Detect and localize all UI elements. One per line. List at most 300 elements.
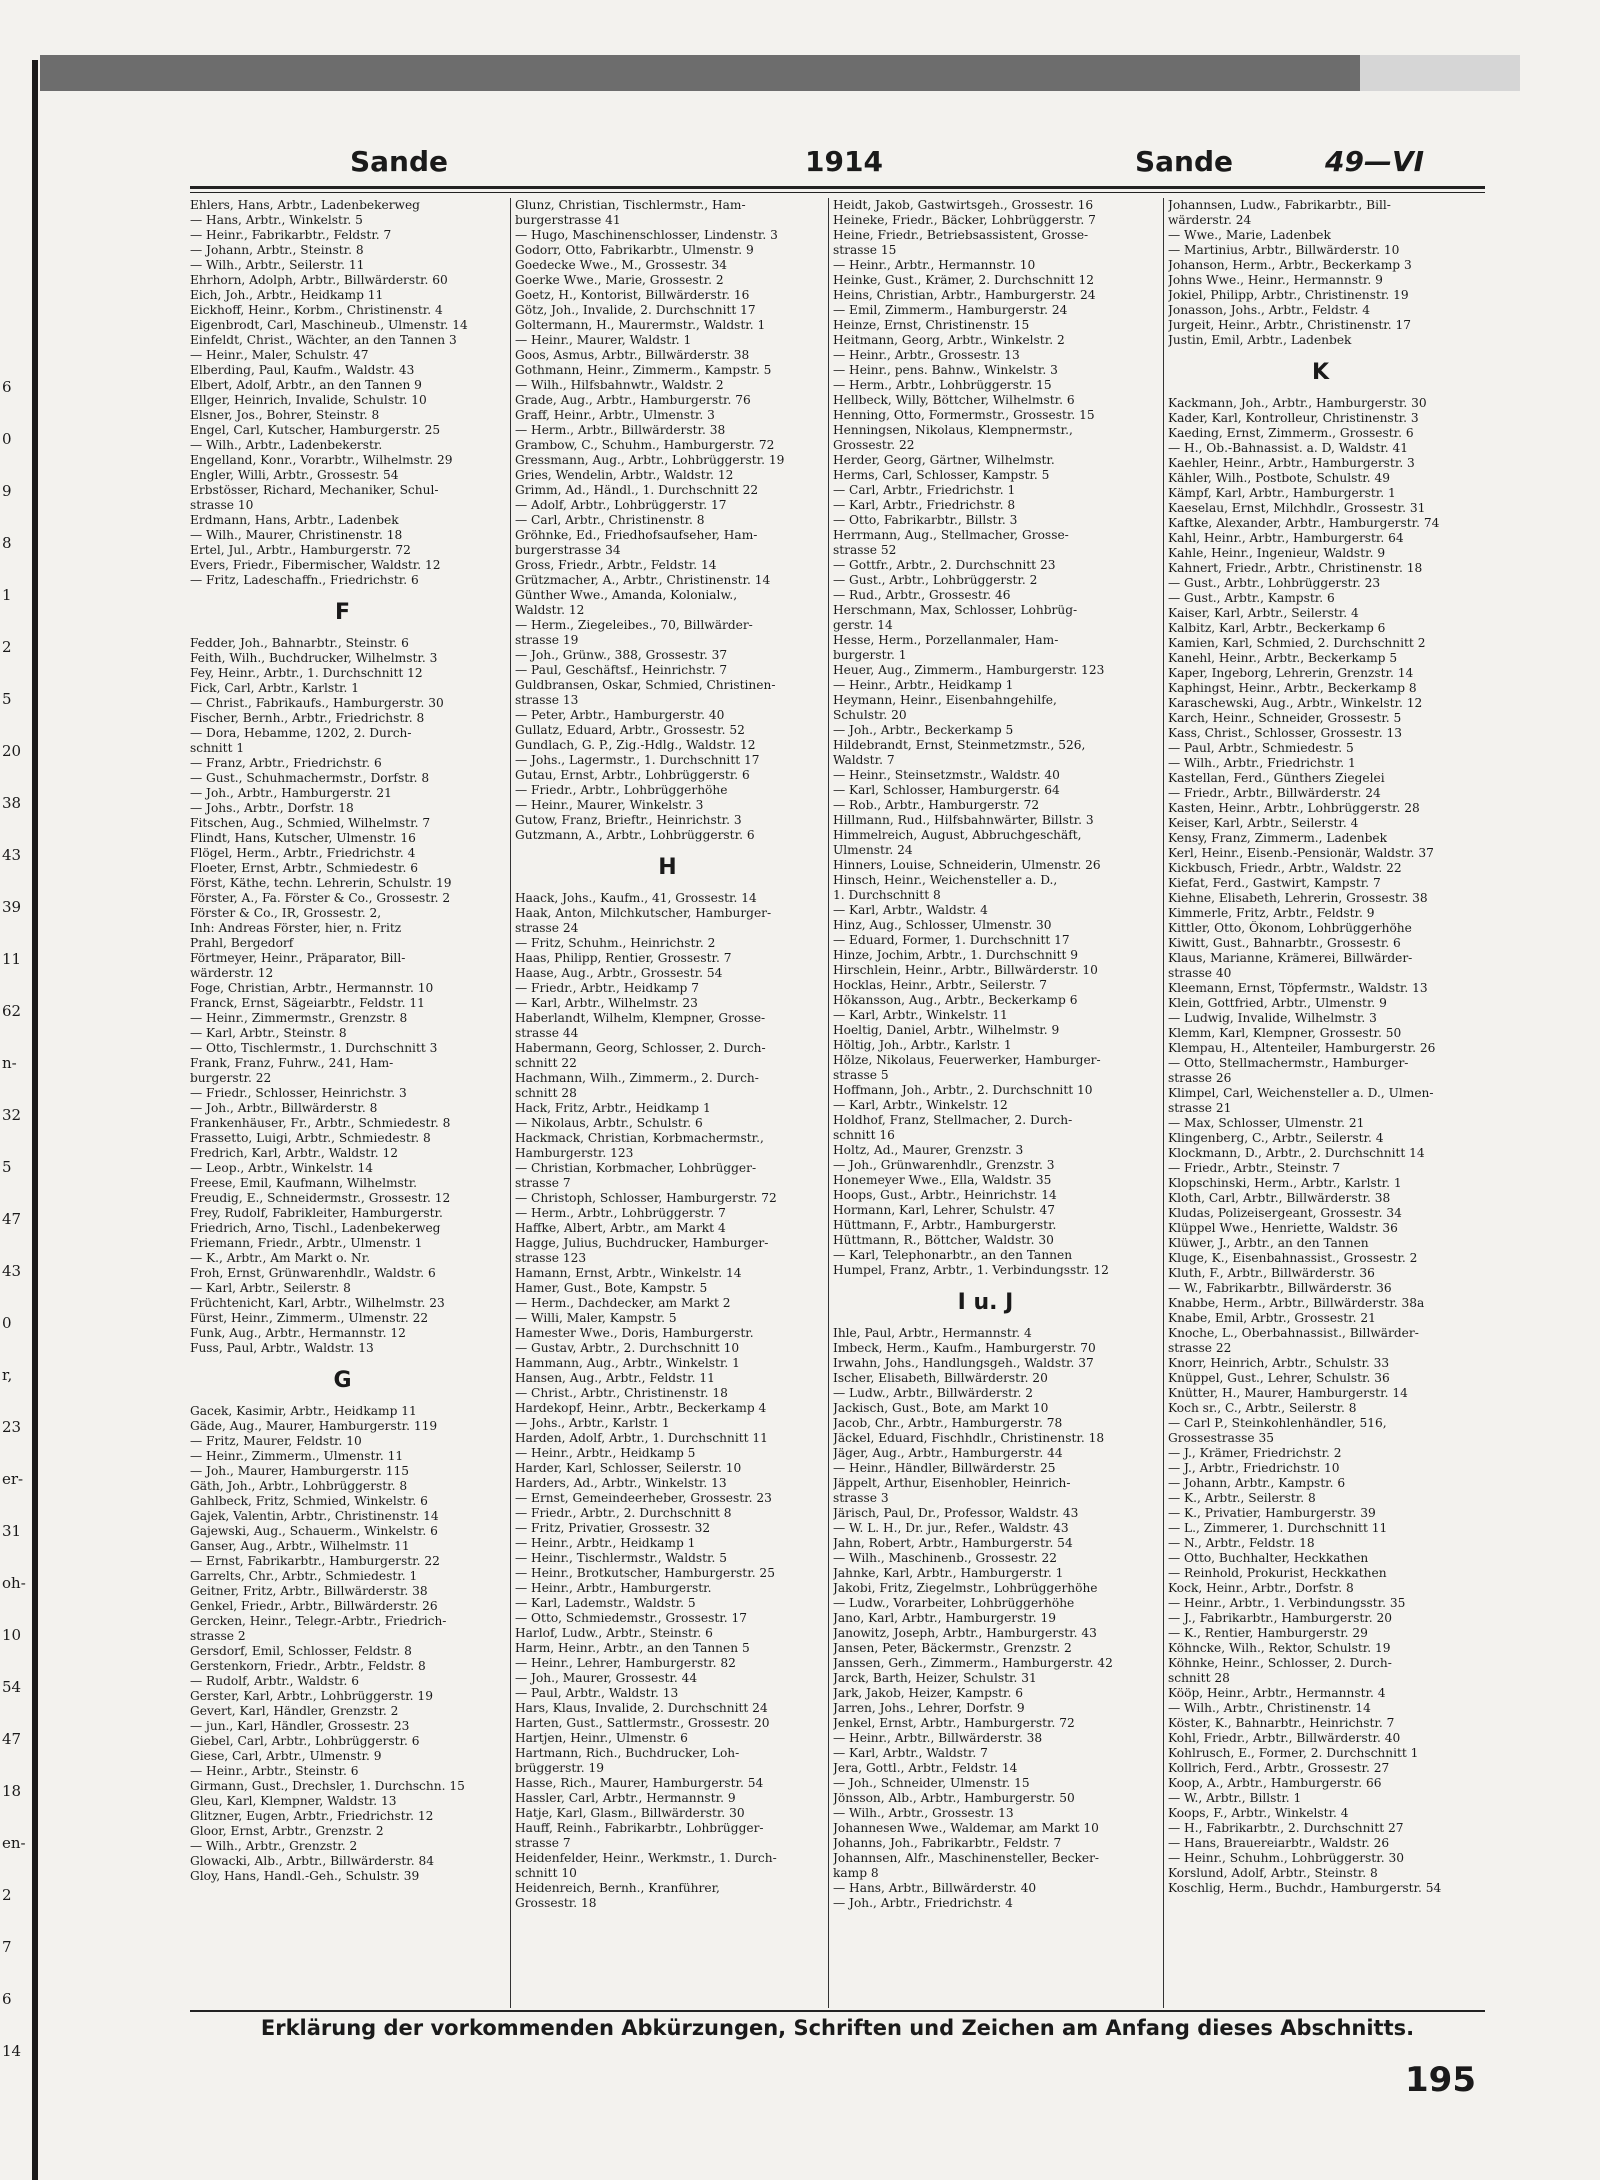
directory-entry: Ulmenstr. 24 <box>833 843 913 857</box>
directory-entry: — Heinr., Schuhm., Lohbrüggerstr. 30 <box>1168 1851 1404 1865</box>
directory-entry: — Otto, Fabrikarbtr., Billstr. 3 <box>833 513 1018 527</box>
directory-column-1 <box>190 198 495 2030</box>
directory-entry: — Heinr., Zimmerm., Ulmenstr. 11 <box>190 1449 404 1463</box>
directory-entry: — Heinr., Maurer, Winkelstr. 3 <box>515 798 704 812</box>
column-divider <box>510 198 511 2008</box>
directory-entry: Kasten, Heinr., Arbtr., Lohbrüggerstr. 28 <box>1168 801 1420 815</box>
margin-fragment: 32 <box>2 1106 22 1124</box>
directory-entry: Koop, A., Arbtr., Hamburgerstr. 66 <box>1168 1776 1382 1790</box>
directory-entry: — Ernst, Fabrikarbtr., Hamburgerstr. 22 <box>190 1554 440 1568</box>
directory-entry: Förster & Co., IR, Grossestr. 2, <box>190 906 382 920</box>
margin-fragment: 2 <box>2 638 12 656</box>
directory-entry: Hartmann, Rich., Buchdrucker, Loh- <box>515 1746 740 1760</box>
directory-entry: Gullatz, Eduard, Arbtr., Grossestr. 52 <box>515 723 745 737</box>
directory-entry: burgerstr. 22 <box>190 1071 272 1085</box>
directory-entry: — Karl, Arbtr., Winkelstr. 11 <box>833 1008 1008 1022</box>
directory-entry: — Fritz, Ladeschaffn., Friedrichstr. 6 <box>190 573 419 587</box>
directory-entry: strasse 10 <box>190 498 254 512</box>
directory-entry: — Heinr., Arbtr., Steinstr. 6 <box>190 1764 359 1778</box>
directory-entry: Haffke, Albert, Arbtr., am Markt 4 <box>515 1221 726 1235</box>
directory-entry: — Fritz, Privatier, Grossestr. 32 <box>515 1521 711 1535</box>
directory-entry: Kaeding, Ernst, Zimmerm., Grossestr. 6 <box>1168 426 1414 440</box>
directory-entry: schnitt 10 <box>515 1866 577 1880</box>
margin-fragment: 43 <box>2 846 22 864</box>
directory-entry: Kamien, Karl, Schmied, 2. Durchschnitt 2 <box>1168 636 1426 650</box>
directory-entry: — Karl, Arbtr., Friedrichstr. 8 <box>833 498 1016 512</box>
directory-entry: Kerl, Heinr., Eisenb.-Pensionär, Waldstr. 37 <box>1168 846 1434 860</box>
directory-entry: strasse 19 <box>515 633 579 647</box>
directory-entry: Kahl, Heinr., Arbtr., Hamburgerstr. 64 <box>1168 531 1404 545</box>
directory-entry: Kock, Heinr., Arbtr., Dorfstr. 8 <box>1168 1581 1354 1595</box>
directory-entry: Gevert, Karl, Händler, Grenzstr. 2 <box>190 1704 399 1718</box>
directory-entry: Irwahn, Johs., Handlungsgeh., Waldstr. 37 <box>833 1356 1094 1370</box>
directory-entry: Fuss, Paul, Arbtr., Waldstr. 13 <box>190 1341 374 1355</box>
directory-entry: Engler, Willi, Arbtr., Grossestr. 54 <box>190 468 399 482</box>
directory-entry: Knorr, Heinrich, Arbtr., Schulstr. 33 <box>1168 1356 1390 1370</box>
directory-entry: Koschlig, Herm., Buchdr., Hamburgerstr. 54 <box>1168 1881 1442 1895</box>
directory-entry: — Otto, Stellmachermstr., Hamburger- <box>1168 1056 1409 1070</box>
directory-entry: — Johs., Arbtr., Dorfstr. 18 <box>190 801 354 815</box>
directory-entry: — Karl, Lademstr., Waldstr. 5 <box>515 1596 696 1610</box>
scan-border-highlight <box>1360 55 1520 91</box>
directory-entry: — Herm., Ziegeleibes., 70, Billwärder- <box>515 618 753 632</box>
margin-fragment: 0 <box>2 1314 12 1332</box>
directory-entry: Harm, Heinr., Arbtr., an den Tannen 5 <box>515 1641 750 1655</box>
directory-entry: Kööp, Heinr., Arbtr., Hermannstr. 4 <box>1168 1686 1386 1700</box>
directory-entry: burgerstrasse 41 <box>515 213 621 227</box>
directory-entry: Knüppel, Gust., Lehrer, Schulstr. 36 <box>1168 1371 1390 1385</box>
directory-entry: Kaphingst, Heinr., Arbtr., Beckerkamp 8 <box>1168 681 1417 695</box>
directory-entry: Harders, Ad., Arbtr., Winkelstr. 13 <box>515 1476 727 1490</box>
directory-entry: — Johs., Arbtr., Karlstr. 1 <box>515 1416 670 1430</box>
directory-entry: Honemeyer Wwe., Ella, Waldstr. 35 <box>833 1173 1052 1187</box>
directory-entry: — Leop., Arbtr., Winkelstr. 14 <box>190 1161 374 1175</box>
directory-entry: Koch sr., C., Arbtr., Seilerstr. 8 <box>1168 1401 1357 1415</box>
directory-entry: — Otto, Buchhalter, Heckkathen <box>1168 1551 1369 1565</box>
margin-fragment: 31 <box>2 1522 22 1540</box>
directory-entry: Kohlrusch, E., Former, 2. Durchschnitt 1 <box>1168 1746 1419 1760</box>
directory-entry: Kleemann, Ernst, Töpfermstr., Waldstr. 13 <box>1168 981 1428 995</box>
margin-fragment: oh- <box>2 1574 26 1592</box>
directory-entry: Klingenberg, C., Arbtr., Seilerstr. 4 <box>1168 1131 1384 1145</box>
margin-fragment: n- <box>2 1054 17 1072</box>
directory-entry: Waldstr. 7 <box>833 753 895 767</box>
directory-entry: Hars, Klaus, Invalide, 2. Durchschnitt 24 <box>515 1701 768 1715</box>
directory-entry: Grossestr. 22 <box>833 438 915 452</box>
directory-entry: Kollrich, Ferd., Arbtr., Grossestr. 27 <box>1168 1761 1390 1775</box>
directory-entry: Heine, Friedr., Betriebsassistent, Grosse- <box>833 228 1089 242</box>
directory-entry: strasse 52 <box>833 543 897 557</box>
directory-entry: Engel, Carl, Kutscher, Hamburgerstr. 25 <box>190 423 441 437</box>
directory-entry: — Joh., Grünwarenhdlr., Grenzstr. 3 <box>833 1158 1055 1172</box>
directory-entry: Gajewski, Aug., Schauerm., Winkelstr. 6 <box>190 1524 438 1538</box>
directory-entry: — Karl, Arbtr., Waldstr. 4 <box>833 903 988 917</box>
directory-entry: — Wilh., Arbtr., Seilerstr. 11 <box>190 258 365 272</box>
directory-entry: Feith, Wilh., Buchdrucker, Wilhelmstr. 3 <box>190 651 438 665</box>
margin-fragment: 39 <box>2 898 22 916</box>
directory-entry: Gutow, Franz, Brieftr., Heinrichstr. 3 <box>515 813 742 827</box>
directory-entry: — Nikolaus, Arbtr., Schulstr. 6 <box>515 1116 703 1130</box>
directory-entry: Götz, Joh., Invalide, 2. Durchschnitt 17 <box>515 303 756 317</box>
directory-entry: Gerster, Karl, Arbtr., Lohbrüggerstr. 19 <box>190 1689 433 1703</box>
directory-entry: Gersdorf, Emil, Schlosser, Feldstr. 8 <box>190 1644 412 1658</box>
directory-entry: Jurgeit, Heinr., Arbtr., Christinenstr. 17 <box>1168 318 1412 332</box>
directory-entry: — Paul, Geschäftsf., Heinrichstr. 7 <box>515 663 728 677</box>
section-letter: F <box>334 600 351 625</box>
directory-entry: Korslund, Adolf, Arbtr., Steinstr. 8 <box>1168 1866 1378 1880</box>
directory-entry: Kaper, Ingeborg, Lehrerin, Grenzstr. 14 <box>1168 666 1414 680</box>
directory-entry: Kähler, Wilh., Postbote, Schulstr. 49 <box>1168 471 1391 485</box>
directory-entry: strasse 123 <box>515 1251 587 1265</box>
directory-entry: kamp 8 <box>833 1866 879 1880</box>
directory-entry: — Gottfr., Arbtr., 2. Durchschnitt 23 <box>833 558 1056 572</box>
directory-entry: Girmann, Gust., Drechsler, 1. Durchschn. 15 <box>190 1779 465 1793</box>
directory-entry: — Wilh., Maschinenb., Grossestr. 22 <box>833 1551 1058 1565</box>
directory-entry: Haas, Philipp, Rentier, Grossestr. 7 <box>515 951 732 965</box>
directory-entry: Hocklas, Heinr., Arbtr., Seilerstr. 7 <box>833 978 1048 992</box>
directory-entry: Kimmerle, Fritz, Arbtr., Feldstr. 9 <box>1168 906 1375 920</box>
directory-entry: — Herm., Arbtr., Billwärderstr. 38 <box>515 423 726 437</box>
directory-entry: Kensy, Franz, Zimmerm., Ladenbek <box>1168 831 1387 845</box>
directory-entry: — Otto, Schmiedemstr., Grossestr. 17 <box>515 1611 747 1625</box>
directory-entry: Gröhnke, Ed., Friedhofsaufseher, Ham- <box>515 528 758 542</box>
margin-fragment: 38 <box>2 794 22 812</box>
directory-entry: Kahle, Heinr., Ingenieur, Waldstr. 9 <box>1168 546 1386 560</box>
directory-entry: Eickhoff, Heinr., Korbm., Christinenstr. 4 <box>190 303 443 317</box>
directory-entry: Gerstenkorn, Friedr., Arbtr., Feldstr. 8 <box>190 1659 426 1673</box>
directory-entry: — Gustav, Arbtr., 2. Durchschnitt 10 <box>515 1341 740 1355</box>
directory-entry: Evers, Friedr., Fibermischer, Waldstr. 12 <box>190 558 441 572</box>
directory-entry: schnitt 28 <box>515 1086 577 1100</box>
page-binding-edge <box>32 60 38 2180</box>
directory-entry: Kiwitt, Gust., Bahnarbtr., Grossestr. 6 <box>1168 936 1401 950</box>
directory-entry: Harden, Adolf, Arbtr., 1. Durchschnitt 11 <box>515 1431 768 1445</box>
section-letter: H <box>658 855 677 880</box>
directory-entry: — Heinr., Zimmermstr., Grenzstr. 8 <box>190 1011 408 1025</box>
directory-entry: Kanehl, Heinr., Arbtr., Beckerkamp 5 <box>1168 651 1398 665</box>
directory-entry: Himmelreich, August, Abbruchgeschäft, <box>833 828 1082 842</box>
directory-entry: — Joh., Arbtr., Beckerkamp 5 <box>833 723 1014 737</box>
directory-entry: Järisch, Paul, Dr., Professor, Waldstr. 43 <box>833 1506 1079 1520</box>
directory-entry: — Otto, Tischlermstr., 1. Durchschnitt 3 <box>190 1041 438 1055</box>
directory-entry: Hauff, Reinh., Fabrikarbtr., Lohbrügger- <box>515 1821 764 1835</box>
directory-entry: — Joh., Maurer, Hamburgerstr. 115 <box>190 1464 410 1478</box>
directory-entry: — Gust., Arbtr., Lohbrüggerstr. 23 <box>1168 576 1381 590</box>
directory-entry: Janssen, Gerh., Zimmerm., Hamburgerstr. 42 <box>833 1656 1113 1670</box>
directory-entry: — Joh., Grünw., 388, Grossestr. 37 <box>515 648 728 662</box>
directory-entry: — Eduard, Former, 1. Durchschnitt 17 <box>833 933 1070 947</box>
header-rule-thin <box>190 192 1485 193</box>
directory-entry: Grossestr. 18 <box>515 1896 597 1910</box>
directory-entry: Justin, Emil, Arbtr., Ladenbek <box>1168 333 1352 347</box>
directory-entry: Gross, Friedr., Arbtr., Feldstr. 14 <box>515 558 717 572</box>
directory-entry: burgerstrasse 34 <box>515 543 621 557</box>
directory-entry: Johanson, Herm., Arbtr., Beckerkamp 3 <box>1168 258 1412 272</box>
directory-entry: — L., Zimmerer, 1. Durchschnitt 11 <box>1168 1521 1388 1535</box>
directory-entry: Johanns, Joh., Fabrikarbtr., Feldstr. 7 <box>833 1836 1062 1850</box>
directory-entry: Kludas, Polizeisergeant, Grossestr. 34 <box>1168 1206 1402 1220</box>
left-margin-fragments <box>0 60 32 2160</box>
directory-column-2 <box>515 198 820 2030</box>
directory-entry: Knoche, L., Oberbahnassist., Billwärder- <box>1168 1326 1419 1340</box>
directory-entry: Hinze, Jochim, Arbtr., 1. Durchschnitt 9 <box>833 948 1079 962</box>
directory-entry: Jansen, Peter, Bäckermstr., Grenzstr. 2 <box>833 1641 1072 1655</box>
directory-entry: Fischer, Bernh., Arbtr., Friedrichstr. 8 <box>190 711 425 725</box>
directory-entry: — Wilh., Hilfsbahnwtr., Waldstr. 2 <box>515 378 724 392</box>
directory-entry: — Heinr., Lehrer, Hamburgerstr. 82 <box>515 1656 736 1670</box>
directory-entry: — Joh., Maurer, Grossestr. 44 <box>515 1671 698 1685</box>
directory-entry: Hansen, Aug., Arbtr., Feldstr. 11 <box>515 1371 715 1385</box>
directory-entry: Fitschen, Aug., Schmied, Wilhelmstr. 7 <box>190 816 431 830</box>
directory-entry: burgerstr. 1 <box>833 648 907 662</box>
directory-entry: — jun., Karl, Händler, Grossestr. 23 <box>190 1719 410 1733</box>
directory-entry: — Karl, Arbtr., Steinstr. 8 <box>190 1026 347 1040</box>
directory-entry: — Wilh., Arbtr., Friedrichstr. 1 <box>1168 756 1356 770</box>
directory-entry: Frey, Rudolf, Fabrikleiter, Hamburgerstr. <box>190 1206 443 1220</box>
directory-entry: Hölze, Nikolaus, Feuerwerker, Hamburger- <box>833 1053 1101 1067</box>
directory-entry: Herschmann, Max, Schlosser, Lohbrüg- <box>833 603 1078 617</box>
footer-rule <box>190 2010 1485 2012</box>
directory-entry: Köhncke, Wilh., Rektor, Schulstr. 19 <box>1168 1641 1391 1655</box>
directory-entry: Graff, Heinr., Arbtr., Ulmenstr. 3 <box>515 408 715 422</box>
directory-entry: — Heinr., Arbtr., Grossestr. 13 <box>833 348 1020 362</box>
margin-fragment: 1 <box>2 586 12 604</box>
directory-entry: Heidt, Jakob, Gastwirtsgeh., Grossestr. 16 <box>833 198 1094 212</box>
directory-entry: Funk, Aug., Arbtr., Hermannstr. 12 <box>190 1326 406 1340</box>
directory-entry: Hagge, Julius, Buchdrucker, Hamburger- <box>515 1236 769 1250</box>
directory-entry: Keiser, Karl, Arbtr., Seilerstr. 4 <box>1168 816 1359 830</box>
directory-entry: — K., Arbtr., Seilerstr. 8 <box>1168 1491 1316 1505</box>
directory-entry: brüggerstr. 19 <box>515 1761 605 1775</box>
directory-entry: — Heinr., Arbtr., Hermannstr. 10 <box>833 258 1036 272</box>
directory-entry: Heuer, Aug., Zimmerm., Hamburgerstr. 123 <box>833 663 1105 677</box>
directory-entry: — Hans, Brauereiarbtr., Waldstr. 26 <box>1168 1836 1390 1850</box>
directory-entry: Frassetto, Luigi, Arbtr., Schmiedestr. 8 <box>190 1131 431 1145</box>
directory-entry: Gercken, Heinr., Telegr.-Arbtr., Friedrich- <box>190 1614 447 1628</box>
directory-entry: Harten, Gust., Sattlermstr., Grossestr. 20 <box>515 1716 770 1730</box>
directory-entry: Knabbe, Herm., Arbtr., Billwärderstr. 38a <box>1168 1296 1425 1310</box>
directory-entry: Ischer, Elisabeth, Billwärderstr. 20 <box>833 1371 1048 1385</box>
directory-entry: strasse 3 <box>833 1491 889 1505</box>
directory-entry: Johannsen, Alfr., Maschinensteller, Becker- <box>833 1851 1100 1865</box>
directory-entry: — Johs., Lagermstr., 1. Durchschnitt 17 <box>515 753 760 767</box>
directory-entry: Koops, F., Arbtr., Winkelstr. 4 <box>1168 1806 1349 1820</box>
directory-entry: Hartjen, Heinr., Ulmenstr. 6 <box>515 1731 688 1745</box>
directory-entry: Hackmack, Christian, Korbmachermstr., <box>515 1131 764 1145</box>
directory-entry: — Friedr., Arbtr., Lohbrüggerhöhe <box>515 783 728 797</box>
directory-entry: Jahnke, Karl, Arbtr., Hamburgerstr. 1 <box>833 1566 1064 1580</box>
directory-entry: Goerke Wwe., Marie, Grossestr. 2 <box>515 273 724 287</box>
directory-entry: — N., Arbtr., Feldstr. 18 <box>1168 1536 1315 1550</box>
directory-entry: Ehrhorn, Adolph, Arbtr., Billwärderstr. 60 <box>190 273 448 287</box>
directory-entry: Jarck, Barth, Heizer, Schulstr. 31 <box>833 1671 1037 1685</box>
directory-entry: — Carl, Arbtr., Christinenstr. 8 <box>515 513 705 527</box>
directory-entry: Kiehne, Elisabeth, Lehrerin, Grossestr. 38 <box>1168 891 1428 905</box>
directory-entry: — K., Arbtr., Am Markt o. Nr. <box>190 1251 371 1265</box>
directory-entry: — Ludw., Arbtr., Billwärderstr. 2 <box>833 1386 1034 1400</box>
directory-entry: strasse 15 <box>833 243 897 257</box>
directory-entry: — W. L. H., Dr. jur., Refer., Waldstr. 43 <box>833 1521 1069 1535</box>
directory-entry: — Wilh., Maurer, Christinenstr. 18 <box>190 528 403 542</box>
directory-entry: Köster, K., Bahnarbtr., Heinrichstr. 7 <box>1168 1716 1395 1730</box>
directory-entry: Grade, Aug., Arbtr., Hamburgerstr. 76 <box>515 393 751 407</box>
directory-entry: schnitt 22 <box>515 1056 577 1070</box>
directory-entry: — Dora, Hebamme, 1202, 2. Durch- <box>190 726 412 740</box>
directory-entry: Herms, Carl, Schlosser, Kampstr. 5 <box>833 468 1050 482</box>
directory-entry: strasse 24 <box>515 921 579 935</box>
directory-entry: — Karl, Schlosser, Hamburgerstr. 64 <box>833 783 1060 797</box>
directory-entry: Kahnert, Friedr., Arbtr., Christinenstr. 18 <box>1168 561 1423 575</box>
directory-entry: — Heinr., Arbtr., Heidkamp 5 <box>515 1446 696 1460</box>
directory-entry: — Hans, Arbtr., Billwärderstr. 40 <box>833 1881 1037 1895</box>
directory-entry: — Wilh., Arbtr., Ladenbekerstr. <box>190 438 383 452</box>
directory-entry: Klopschinski, Herm., Arbtr., Karlstr. 1 <box>1168 1176 1402 1190</box>
directory-entry: Kaiser, Karl, Arbtr., Seilerstr. 4 <box>1168 606 1359 620</box>
directory-entry: Klimpel, Carl, Weichensteller a. D., Ulmen- <box>1168 1086 1434 1100</box>
header-left-town: Sande <box>350 145 449 178</box>
directory-entry: Hoeltig, Daniel, Arbtr., Wilhelmstr. 9 <box>833 1023 1060 1037</box>
directory-entry: Grimm, Ad., Händl., 1. Durchschnitt 22 <box>515 483 759 497</box>
directory-entry: Hack, Fritz, Arbtr., Heidkamp 1 <box>515 1101 711 1115</box>
directory-entry: — Karl, Arbtr., Winkelstr. 12 <box>833 1098 1008 1112</box>
directory-entry: — K., Rentier, Hamburgerstr. 29 <box>1168 1626 1368 1640</box>
directory-entry: Floeter, Ernst, Arbtr., Schmiedestr. 6 <box>190 861 418 875</box>
directory-entry: Glitzner, Eugen, Arbtr., Friedrichstr. 12 <box>190 1809 434 1823</box>
directory-entry: Hinsch, Heinr., Weichensteller a. D., <box>833 873 1058 887</box>
directory-entry: Klemm, Karl, Klempner, Grossestr. 50 <box>1168 1026 1402 1040</box>
margin-fragment: 2 <box>2 1886 12 1904</box>
directory-entry: — Martinius, Arbtr., Billwärderstr. 10 <box>1168 243 1400 257</box>
directory-entry: Karaschewski, Aug., Arbtr., Winkelstr. 12 <box>1168 696 1423 710</box>
directory-entry: schnitt 16 <box>833 1128 895 1142</box>
directory-entry: Hellbeck, Willy, Böttcher, Wilhelmstr. 6 <box>833 393 1075 407</box>
directory-entry: Jokiel, Philipp, Arbtr., Christinenstr. 19 <box>1168 288 1409 302</box>
directory-entry: Godorr, Otto, Fabrikarbtr., Ulmenstr. 9 <box>515 243 754 257</box>
margin-fragment: 47 <box>2 1730 22 1748</box>
directory-entry: — Reinhold, Prokurist, Heckkathen <box>1168 1566 1387 1580</box>
directory-entry: Klüwer, J., Arbtr., an den Tannen <box>1168 1236 1369 1250</box>
directory-entry: Fick, Carl, Arbtr., Karlstr. 1 <box>190 681 360 695</box>
directory-entry: Karch, Heinr., Schneider, Grossestr. 5 <box>1168 711 1402 725</box>
directory-entry: Grützmacher, A., Arbtr., Christinenstr. 14 <box>515 573 771 587</box>
directory-entry: Heidenreich, Bernh., Kranführer, <box>515 1881 720 1895</box>
directory-entry: — Johann, Arbtr., Steinstr. 8 <box>190 243 364 257</box>
directory-entry: Först, Käthe, techn. Lehrerin, Schulstr. 19 <box>190 876 452 890</box>
directory-entry: Hoops, Gust., Arbtr., Heinrichstr. 14 <box>833 1188 1057 1202</box>
directory-entry: Heins, Christian, Arbtr., Hamburgerstr. 24 <box>833 288 1096 302</box>
margin-fragment: 18 <box>2 1782 22 1800</box>
directory-entry: Kickbusch, Friedr., Arbtr., Waldstr. 22 <box>1168 861 1402 875</box>
directory-entry: Herrmann, Aug., Stellmacher, Grosse- <box>833 528 1069 542</box>
directory-entry: — Friedr., Arbtr., Heidkamp 7 <box>515 981 699 995</box>
directory-entry: Jäckel, Eduard, Fischhdlr., Christinenstr. 18 <box>833 1431 1105 1445</box>
directory-entry: — J., Krämer, Friedrichstr. 2 <box>1168 1446 1342 1460</box>
directory-entry: Hamester Wwe., Doris, Hamburgerstr. <box>515 1326 754 1340</box>
directory-entry: Haase, Aug., Arbtr., Grossestr. 54 <box>515 966 723 980</box>
directory-entry: Heinke, Gust., Krämer, 2. Durchschnitt 12 <box>833 273 1094 287</box>
margin-fragment: 20 <box>2 742 22 760</box>
directory-entry: — Joh., Arbtr., Billwärderstr. 8 <box>190 1101 378 1115</box>
directory-entry: Hardekopf, Heinr., Arbtr., Beckerkamp 4 <box>515 1401 767 1415</box>
directory-entry: — Joh., Arbtr., Hamburgerstr. 21 <box>190 786 392 800</box>
margin-fragment: 10 <box>2 1626 22 1644</box>
directory-column-4 <box>1168 198 1473 2030</box>
directory-entry: Hassler, Carl, Arbtr., Hermannstr. 9 <box>515 1791 736 1805</box>
margin-fragment: 6 <box>2 1990 12 2008</box>
directory-entry: Gleu, Karl, Klempner, Waldstr. 13 <box>190 1794 397 1808</box>
column-divider <box>828 198 829 2008</box>
directory-entry: Fredrich, Karl, Arbtr., Waldstr. 12 <box>190 1146 399 1160</box>
directory-entry: Kastellan, Ferd., Günthers Ziegelei <box>1168 771 1385 785</box>
directory-entry: Erbstösser, Richard, Mechaniker, Schul- <box>190 483 439 497</box>
directory-entry: Flindt, Hans, Kutscher, Ulmenstr. 16 <box>190 831 416 845</box>
directory-entry: Haberlandt, Wilhelm, Klempner, Grosse- <box>515 1011 766 1025</box>
directory-entry: Kiefat, Ferd., Gastwirt, Kampstr. 7 <box>1168 876 1381 890</box>
directory-entry: — Wilh., Arbtr., Christinenstr. 14 <box>1168 1701 1371 1715</box>
directory-entry: Engelland, Konr., Vorarbtr., Wilhelmstr. 29 <box>190 453 453 467</box>
directory-entry: — Herm., Arbtr., Lohbrüggerstr. 7 <box>515 1206 726 1220</box>
directory-entry: — Paul, Arbtr., Waldstr. 13 <box>515 1686 679 1700</box>
directory-entry: Hesse, Herm., Porzellanmaler, Ham- <box>833 633 1059 647</box>
directory-entry: — Heinr., Maler, Schulstr. 47 <box>190 348 369 362</box>
directory-entry: Kackmann, Joh., Arbtr., Hamburgerstr. 30 <box>1168 396 1427 410</box>
directory-entry: Früchtenicht, Karl, Arbtr., Wilhelmstr. 23 <box>190 1296 445 1310</box>
directory-entry: Holtz, Ad., Maurer, Grenzstr. 3 <box>833 1143 1024 1157</box>
directory-entry: Geitner, Fritz, Arbtr., Billwärderstr. 38 <box>190 1584 428 1598</box>
margin-fragment: 7 <box>2 1938 12 1956</box>
directory-entry: — Karl, Arbtr., Seilerstr. 8 <box>190 1281 351 1295</box>
directory-entry: Grossestrasse 35 <box>1168 1431 1274 1445</box>
directory-entry: Kalbitz, Karl, Arbtr., Beckerkamp 6 <box>1168 621 1386 635</box>
directory-entry: — Willi, Maler, Kampstr. 5 <box>515 1311 677 1325</box>
margin-fragment: 11 <box>2 950 22 968</box>
directory-entry: Fedder, Joh., Bahnarbtr., Steinstr. 6 <box>190 636 409 650</box>
directory-entry: Köhnke, Heinr., Schlosser, 2. Durch- <box>1168 1656 1392 1670</box>
directory-entry: Jenkel, Ernst, Arbtr., Hamburgerstr. 72 <box>833 1716 1075 1730</box>
directory-entry: schnitt 28 <box>1168 1671 1230 1685</box>
header-page-ref: 49—VI <box>1325 145 1425 178</box>
directory-entry: Knabe, Emil, Arbtr., Grossestr. 21 <box>1168 1311 1376 1325</box>
directory-column-3 <box>833 198 1138 2030</box>
directory-entry: Hammann, Aug., Arbtr., Winkelstr. 1 <box>515 1356 740 1370</box>
directory-entry: strasse 5 <box>833 1068 889 1082</box>
margin-fragment: 6 <box>2 378 12 396</box>
directory-entry: Haack, Johs., Kaufm., 41, Grossestr. 14 <box>515 891 757 905</box>
directory-entry: Kittler, Otto, Ökonom, Lohbrüggerhöhe <box>1168 921 1412 935</box>
directory-entry: Hamer, Gust., Bote, Kampstr. 5 <box>515 1281 708 1295</box>
directory-entry: Goos, Asmus, Arbtr., Billwärderstr. 38 <box>515 348 750 362</box>
directory-entry: Fürst, Heinr., Zimmerm., Ulmenstr. 22 <box>190 1311 429 1325</box>
directory-entry: Grambow, C., Schuhm., Hamburgerstr. 72 <box>515 438 775 452</box>
directory-entry: Inh: Andreas Förster, hier, n. Fritz <box>190 921 402 935</box>
directory-entry: — Hans, Arbtr., Winkelstr. 5 <box>190 213 363 227</box>
directory-entry: Harlof, Ludw., Arbtr., Steinstr. 6 <box>515 1626 713 1640</box>
directory-entry: Foge, Christian, Arbtr., Hermannstr. 10 <box>190 981 434 995</box>
directory-entry: Glunz, Christian, Tischlermstr., Ham- <box>515 198 746 212</box>
section-letter: K <box>1311 360 1330 385</box>
directory-entry: Giebel, Carl, Arbtr., Lohbrüggerstr. 6 <box>190 1734 420 1748</box>
directory-entry: — Heinr., Brotkutscher, Hamburgerstr. 25 <box>515 1566 775 1580</box>
directory-entry: — Ludw., Vorarbeiter, Lohbrüggerhöhe <box>833 1596 1075 1610</box>
directory-entry: — Heinr., Maurer, Waldstr. 1 <box>515 333 692 347</box>
directory-entry: Gacek, Kasimir, Arbtr., Heidkamp 11 <box>190 1404 417 1418</box>
directory-entry: Giese, Carl, Arbtr., Ulmenstr. 9 <box>190 1749 382 1763</box>
directory-entry: Hatje, Karl, Glasm., Billwärderstr. 30 <box>515 1806 745 1820</box>
directory-entry: Gahlbeck, Fritz, Schmied, Winkelstr. 6 <box>190 1494 428 1508</box>
directory-entry: — Wwe., Marie, Ladenbek <box>1168 228 1331 242</box>
directory-entry: Elbert, Adolf, Arbtr., an den Tannen 9 <box>190 378 422 392</box>
directory-entry: Gloor, Ernst, Arbtr., Grenzstr. 2 <box>190 1824 384 1838</box>
